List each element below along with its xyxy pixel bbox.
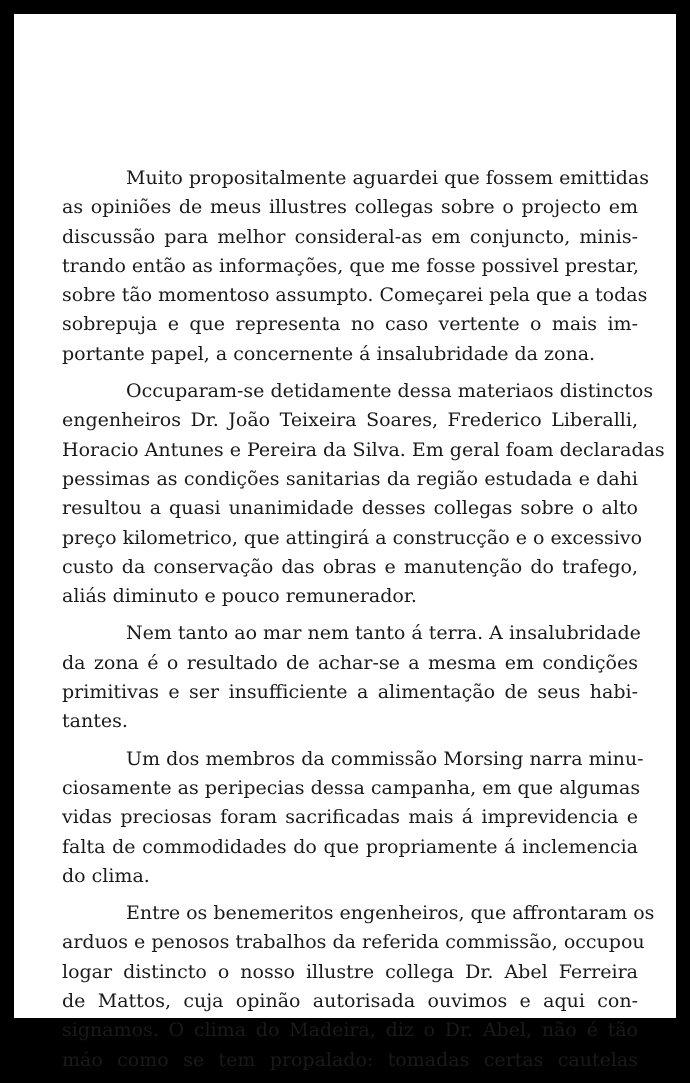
text-line: discussão para melhor consideral-as em conjuncto, minis- [62, 225, 638, 248]
text-line: Muito propositalmente aguardei que fossem emittidas [126, 167, 649, 189]
text-line: falta de commodidades do que propriamente á inclemencia [62, 835, 638, 858]
paragraph [62, 899, 655, 1075]
text-line: arduos e penosos trabalhos da referida commissão, occupou [62, 931, 645, 954]
paragraph [62, 164, 649, 369]
text-line: trando então as informações, que me fosse possivel prestar, [62, 254, 640, 277]
text-line: do clima. [62, 864, 150, 887]
text-line: ciosamente as peripecias dessa campanha, em que algumas [62, 776, 641, 799]
text-line: portante papel, a concernente á insalubridade da zona. [62, 342, 596, 365]
text-line: aliás diminuto e pouco remunerador. [62, 585, 417, 608]
paragraph [62, 745, 644, 891]
text-line: Horacio Antunes e Pereira da Silva. Em geral foam declaradas [62, 438, 665, 461]
paragraph [62, 377, 665, 611]
text-line: de Mattos, cuja opinão autorisada ouvimos e aqui con- [62, 990, 638, 1013]
text-line: logar distincto o nosso illustre collega Dr. Abel Ferreira [62, 960, 638, 983]
document-page [14, 14, 676, 1071]
text-line: resultou a quasi unanimidade desses collegas sobre o alto [62, 497, 638, 520]
text-line: Nem tanto ao mar nem tanto á terra. A insalubridade [126, 622, 641, 645]
text-line: vidas preciosas foram sacrificadas mais á imprevidencia e [62, 806, 638, 829]
text-line: primitivas e ser insufficiente a alimentação de seus habi- [62, 681, 638, 704]
text-line: Occuparam-se detidamente dessa materiaos distinctos [126, 380, 654, 403]
text-line: as opiniões de meus illustres collegas sobre o projecto em [62, 196, 638, 219]
paragraph [62, 619, 641, 736]
text-line: tantes. [62, 710, 128, 733]
text-line: preço kilometrico, que attingirá a construcção e o excessivo [62, 526, 643, 549]
text-line: engenheiros Dr. João Teixeira Soares, Frederico Liberalli, [62, 409, 638, 432]
text-line: Entre os benemeritos engenheiros, que affrontaram os [126, 902, 655, 925]
text-line: custo da conservação das obras e manutenção do trafego, [62, 555, 638, 578]
text-line: da zona é o resultado de achar-se a mesma em condições [62, 651, 638, 674]
text-line: signamos. O clima do Madeira, diz o Dr. Abel, não é tão [62, 1019, 638, 1042]
body-text [62, 164, 665, 1083]
text-line: Um dos membros da commissão Morsing narra minu- [126, 747, 644, 770]
text-line: sobrepuja e que representa no caso vertente o mais im- [62, 313, 638, 336]
text-line: máo como se tem propalado: tomadas certas cautelas [62, 1048, 638, 1071]
text-line: pessimas as condições sanitarias da região estudada e dahi [62, 467, 638, 490]
text-line: sobre tão momentoso assumpto. Começarei pela que a todas [62, 284, 648, 307]
